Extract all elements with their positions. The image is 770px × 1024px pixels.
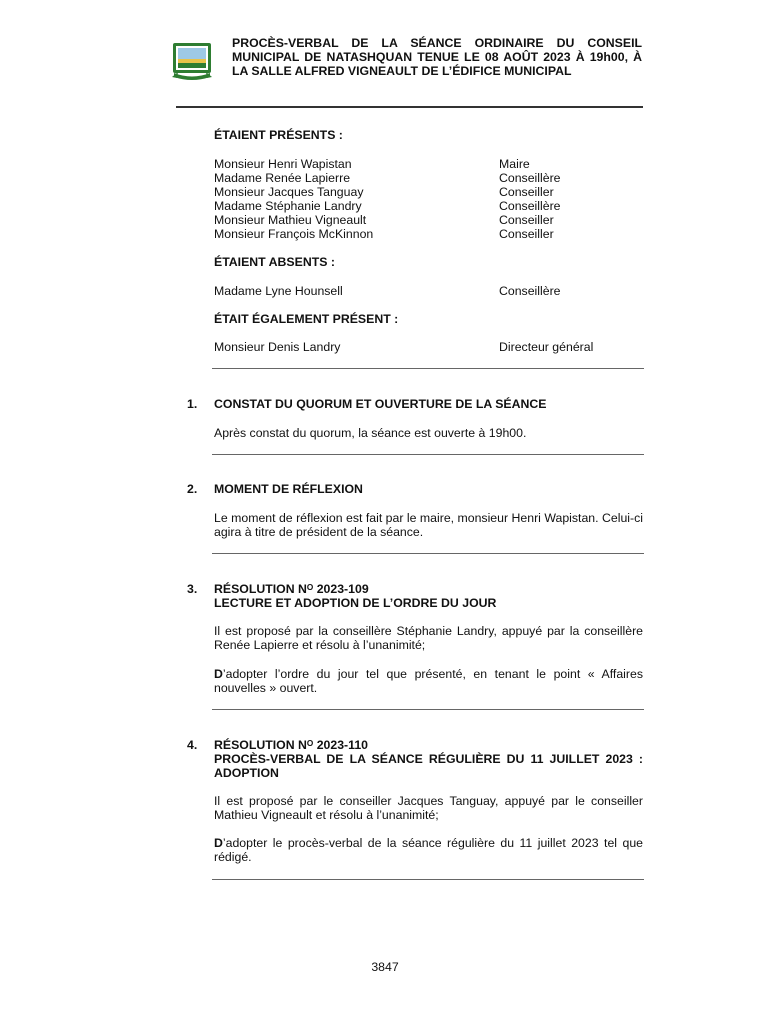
attendee-role: Maire [499,157,530,171]
attendee-role: Conseiller [499,185,554,200]
attendee-row [214,185,644,199]
paragraph-text: ’adopter l’ordre du jour tel que présenté, en tenant le point « Affaires nouvelles » ouvert. [214,667,643,696]
resolution-subject: PROCÈS-VERBAL DE LA SÉANCE RÉGULIÈRE DU 11 JUILLET 2023 : ADOPTION [214,752,643,781]
resolution-subject: LECTURE ET ADOPTION DE L’ORDRE DU JOUR [214,596,497,611]
item-title: MOMENT DE RÉFLEXION [214,482,363,496]
document-title: PROCÈS-VERBAL DE LA SÉANCE ORDINAIRE DU CONSEIL MUNICIPAL DE NATASHQUAN TENUE LE 08 AOÛT 2023 À 19h00, À LA SALLE ALFRED VIGNEAULT DE L’ÉDIFICE MUNICIPAL [232,36,642,79]
attendee-name: Monsieur Mathieu Vigneault [214,213,367,228]
item-paragraph [214,836,643,865]
item-number: 2. [187,482,198,496]
header-divider [176,106,643,108]
item-title [214,582,643,610]
paragraph-lead-letter: D [214,836,223,850]
section-divider [212,454,644,455]
attendee-role: Directeur général [499,340,594,354]
item-paragraph: Il est proposé par la conseillère Stéphanie Landry, appuyé par la conseillère Renée Lapierre et résolu à l’unanimité; [214,624,643,653]
also-present-heading: ÉTAIT ÉGALEMENT PRÉSENT : [214,312,399,326]
resolution-number: RÉSOLUTION Nᴼ 2023-109 [214,582,369,596]
item-number: 3. [187,582,198,596]
attendee-row [214,284,644,298]
item-title [214,738,643,781]
item-paragraph: Après constat du quorum, la séance est ouverte à 19h00. [214,426,527,440]
item-paragraph: Il est proposé par le conseiller Jacques Tanguay, appuyé par le conseiller Mathieu Vigneault et résolu à l’unanimité; [214,794,643,823]
item-paragraph: Le moment de réflexion est fait par le maire, monsieur Henri Wapistan. Celui-ci agira à titre de président de la séance. [214,511,643,540]
attendee-role: Conseillère [499,199,561,214]
attendee-row [214,213,644,227]
attendee-role: Conseiller [499,213,554,228]
item-title: CONSTAT DU QUORUM ET OUVERTURE DE LA SÉANCE [214,397,547,411]
attendee-name: Monsieur François McKinnon [214,227,374,242]
item-number: 1. [187,397,198,411]
absent-list [214,284,644,298]
section-divider [212,709,644,710]
municipal-crest-icon [172,42,212,80]
attendee-row [214,199,644,213]
item-number: 4. [187,738,198,752]
also-present-list [214,340,644,354]
attendee-row [214,157,644,171]
attendee-name: Madame Lyne Hounsell [214,284,343,298]
attendee-role: Conseiller [499,227,554,242]
attendee-name: Madame Renée Lapierre [214,171,351,186]
absent-heading: ÉTAIENT ABSENTS : [214,255,335,269]
attendee-name: Madame Stéphanie Landry [214,199,362,214]
attendee-name: Monsieur Jacques Tanguay [214,185,364,200]
attendee-row [214,340,644,354]
present-list [214,157,644,242]
item-paragraph [214,667,643,696]
page-number: 3847 [371,960,399,974]
section-divider [212,879,644,880]
attendee-name: Monsieur Henri Wapistan [214,157,352,171]
section-divider [212,368,644,369]
attendee-row [214,227,644,241]
resolution-number: RÉSOLUTION Nᴼ 2023-110 [214,738,368,752]
attendee-row [214,171,644,185]
attendee-role: Conseillère [499,284,561,298]
paragraph-lead-letter: D [214,667,223,681]
attendee-role: Conseillère [499,171,561,186]
attendee-name: Monsieur Denis Landry [214,340,341,354]
paragraph-text: ’adopter le procès-verbal de la séance régulière du 11 juillet 2023 tel que rédigé. [214,836,643,865]
section-divider [212,553,644,554]
present-heading: ÉTAIENT PRÉSENTS : [214,128,343,142]
